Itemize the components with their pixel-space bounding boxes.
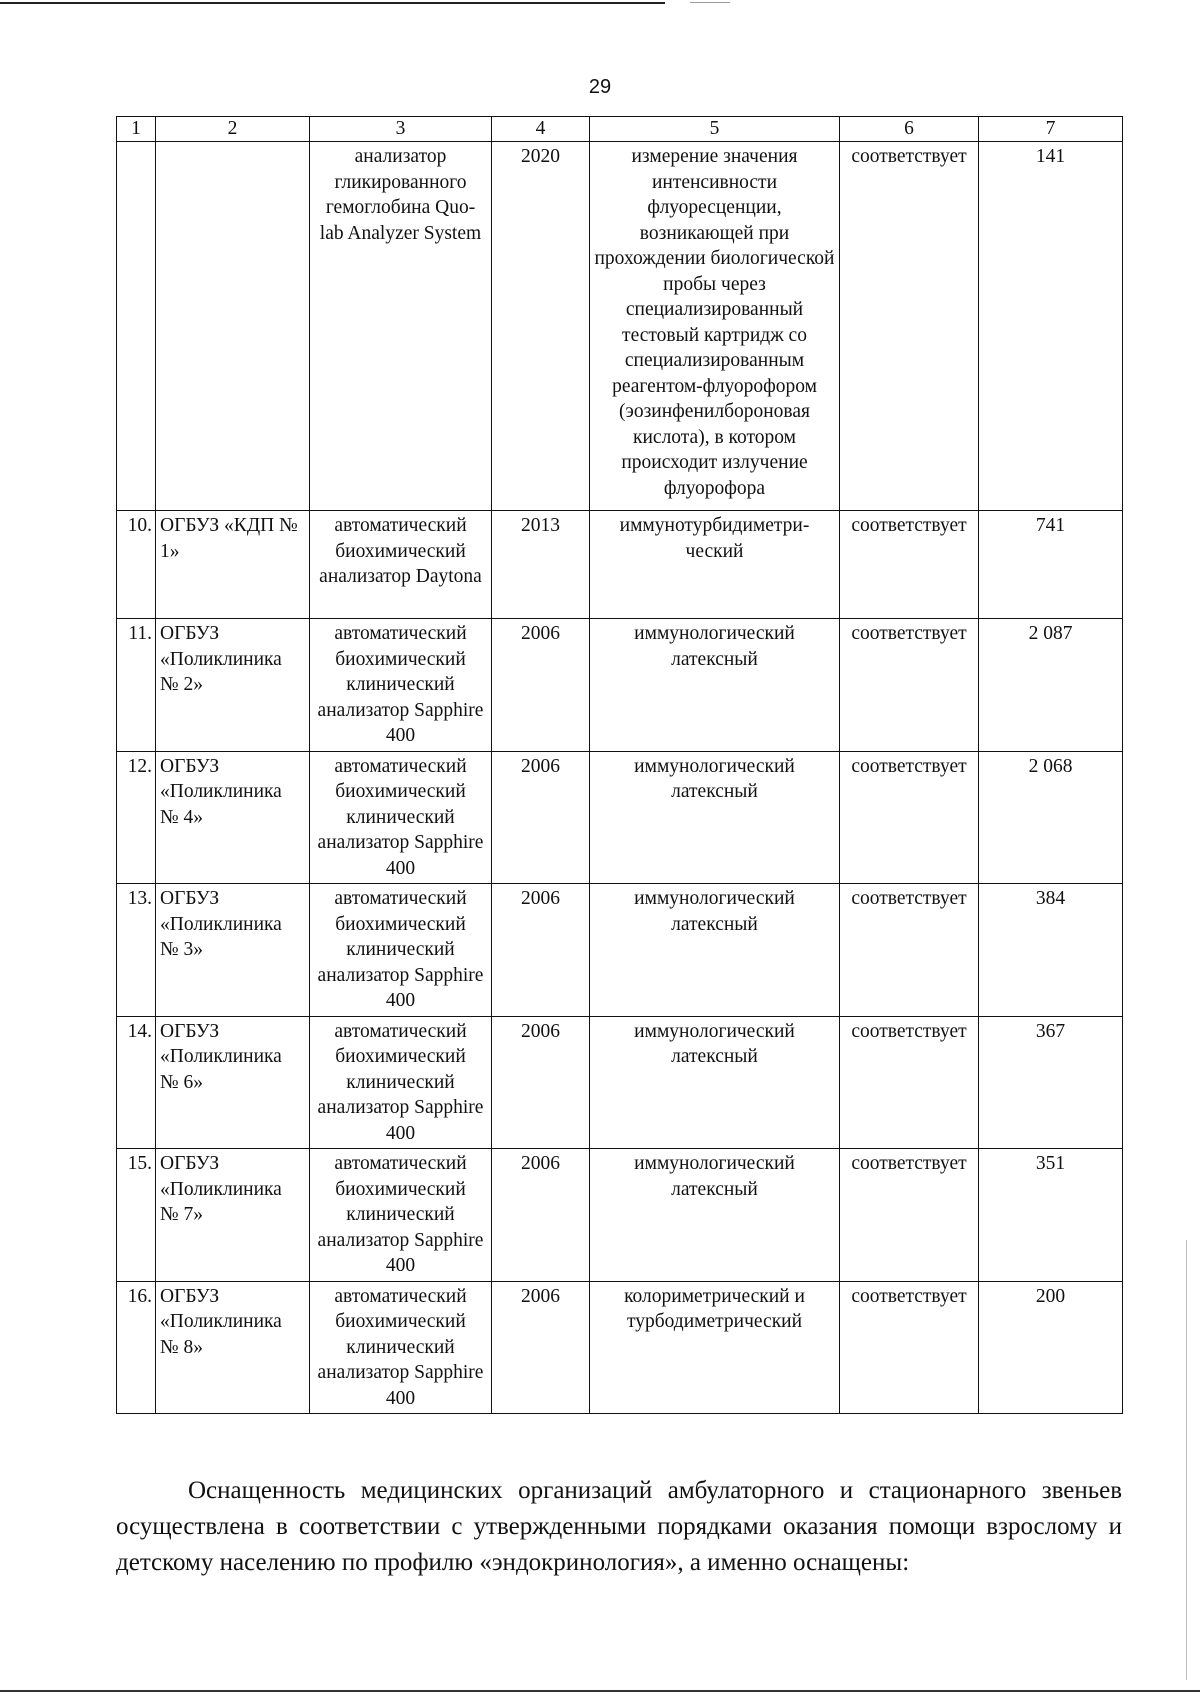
count: 141 xyxy=(979,142,1123,511)
device-name: автоматический биохимический клинический анализатор Sapphire 400 xyxy=(310,619,492,752)
organization-name: ОГБУЗ «КДП № 1» xyxy=(156,511,310,619)
count: 367 xyxy=(979,1016,1123,1149)
table-row xyxy=(117,619,1123,752)
scan-edge-top-fragment xyxy=(690,2,730,3)
row-number xyxy=(117,142,156,511)
table-row xyxy=(117,511,1123,619)
year: 2006 xyxy=(492,1281,590,1414)
header-cell-3: 3 xyxy=(310,117,492,142)
row-number: 13. xyxy=(117,884,156,1017)
organization-name: ОГБУЗ «Поликлиника № 7» xyxy=(156,1149,310,1282)
row-number: 10. xyxy=(117,511,156,619)
count: 351 xyxy=(979,1149,1123,1282)
table-row xyxy=(117,884,1123,1017)
page-number: 29 xyxy=(588,76,612,98)
year: 2020 xyxy=(492,142,590,511)
year: 2006 xyxy=(492,619,590,752)
device-name: анализатор гликированного гемоглобина Quo-lab Analyzer System xyxy=(310,142,492,511)
device-name: автоматический биохимический клинический анализатор Sapphire 400 xyxy=(310,1149,492,1282)
device-name: автоматический биохимический клинический анализатор Sapphire 400 xyxy=(310,884,492,1017)
header-cell-7: 7 xyxy=(979,117,1123,142)
method: измерение значения интенсивности флуоресценции, возникающей при прохождении биологической пробы через специализированный тестовый картридж со специализированным реагентом-флуорофором (эозинфенилбороновая кислота), в котором происходит излучение флуорофора xyxy=(590,142,840,511)
status: соответствует xyxy=(840,619,979,752)
year: 2006 xyxy=(492,751,590,884)
device-name: автоматический биохимический анализатор Daytona xyxy=(310,511,492,619)
year: 2006 xyxy=(492,884,590,1017)
organization-name xyxy=(156,142,310,511)
equipment-table xyxy=(116,116,1123,1414)
table-header-row xyxy=(117,117,1123,142)
count: 2 068 xyxy=(979,751,1123,884)
method: иммунотурбидиметри-ческий xyxy=(590,511,840,619)
scan-edge-top xyxy=(0,2,665,4)
method: иммунологический латексный xyxy=(590,1149,840,1282)
table-row xyxy=(117,1149,1123,1282)
header-cell-5: 5 xyxy=(590,117,840,142)
header-cell-4: 4 xyxy=(492,117,590,142)
header-cell-2: 2 xyxy=(156,117,310,142)
device-name: автоматический биохимический клинический анализатор Sapphire 400 xyxy=(310,751,492,884)
status: соответствует xyxy=(840,1149,979,1282)
row-number: 15. xyxy=(117,1149,156,1282)
row-number: 11. xyxy=(117,619,156,752)
device-name: автоматический биохимический клинический анализатор Sapphire 400 xyxy=(310,1016,492,1149)
table-row xyxy=(117,751,1123,884)
status: соответствует xyxy=(840,142,979,511)
organization-name: ОГБУЗ «Поликлиника № 2» xyxy=(156,619,310,752)
organization-name: ОГБУЗ «Поликлиника № 3» xyxy=(156,884,310,1017)
count: 2 087 xyxy=(979,619,1123,752)
method: иммунологический латексный xyxy=(590,751,840,884)
year: 2006 xyxy=(492,1016,590,1149)
method: колориметрический и турбодиметрический xyxy=(590,1281,840,1414)
organization-name: ОГБУЗ «Поликлиника № 8» xyxy=(156,1281,310,1414)
method: иммунологический латексный xyxy=(590,619,840,752)
status: соответствует xyxy=(840,884,979,1017)
organization-name: ОГБУЗ «Поликлиника № 6» xyxy=(156,1016,310,1149)
year: 2013 xyxy=(492,511,590,619)
device-name: автоматический биохимический клинический анализатор Sapphire 400 xyxy=(310,1281,492,1414)
method: иммунологический латексный xyxy=(590,884,840,1017)
scan-edge-right xyxy=(1186,1240,1187,1680)
status: соответствует xyxy=(840,1016,979,1149)
method: иммунологический латексный xyxy=(590,1016,840,1149)
scan-edge-bottom xyxy=(0,1690,1200,1692)
row-number: 14. xyxy=(117,1016,156,1149)
header-cell-1: 1 xyxy=(117,117,156,142)
table-row xyxy=(117,142,1123,511)
table-row xyxy=(117,1016,1123,1149)
status: соответствует xyxy=(840,511,979,619)
count: 741 xyxy=(979,511,1123,619)
row-number: 16. xyxy=(117,1281,156,1414)
count: 200 xyxy=(979,1281,1123,1414)
organization-name: ОГБУЗ «Поликлиника № 4» xyxy=(156,751,310,884)
row-number: 12. xyxy=(117,751,156,884)
count: 384 xyxy=(979,884,1123,1017)
status: соответствует xyxy=(840,751,979,884)
status: соответствует xyxy=(840,1281,979,1414)
header-cell-6: 6 xyxy=(840,117,979,142)
year: 2006 xyxy=(492,1149,590,1282)
table-row xyxy=(117,1281,1123,1414)
closing-paragraph: Оснащенность медицинских организаций амбулаторного и стационарного звеньев осуществлена в соответствии с утвержденными порядками оказания помощи взрослому и детскому населению по профилю «эндокринология», а именно оснащены: xyxy=(116,1477,1122,1576)
